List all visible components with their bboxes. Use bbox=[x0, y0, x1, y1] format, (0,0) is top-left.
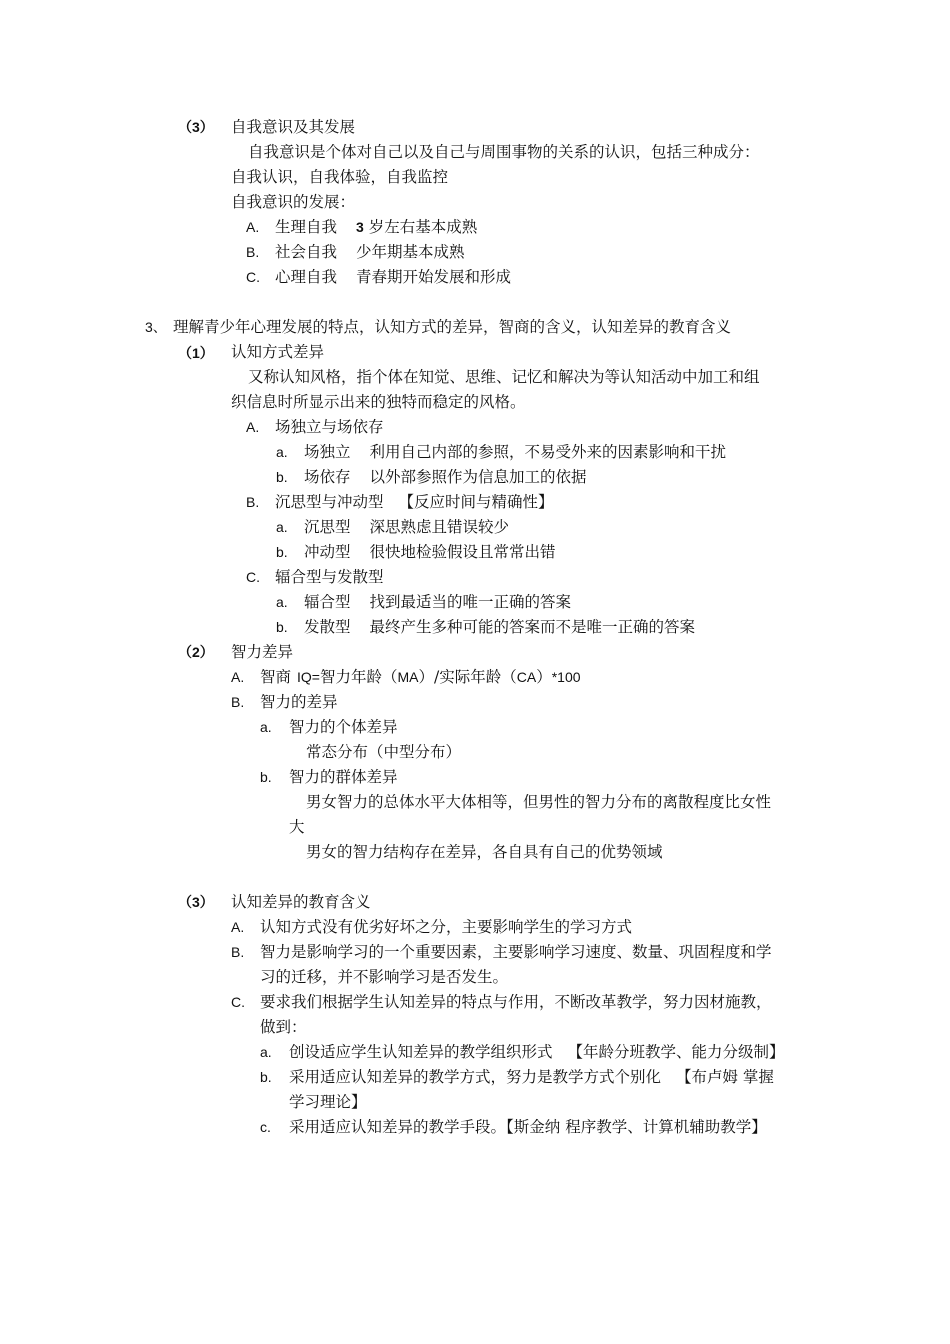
section-title: 认知差异的教育含义 bbox=[231, 893, 371, 911]
item-name: 场独立 bbox=[304, 443, 351, 461]
section-title: 自我意识及其发展 bbox=[231, 118, 356, 136]
sub-marker: b. bbox=[276, 469, 288, 485]
list-marker: A. bbox=[231, 669, 245, 685]
list-marker: A. bbox=[246, 219, 260, 235]
formula-part: ）/实际年龄（ bbox=[418, 668, 517, 686]
item-desc: 找到最适当的唯一正确的答案 bbox=[369, 593, 571, 611]
sub-item bbox=[304, 618, 695, 637]
item-desc: 很快地检验假设且常常出错 bbox=[369, 543, 556, 561]
item-desc: 最终产生多种可能的答案而不是唯一正确的答案 bbox=[369, 618, 695, 636]
sub-marker: b. bbox=[276, 544, 288, 560]
item-name: 冲动型 bbox=[304, 543, 351, 561]
sub-marker: a. bbox=[276, 519, 288, 535]
sub-item bbox=[304, 593, 571, 612]
item-desc: 岁左右基本成熟 bbox=[368, 218, 478, 236]
paragraph-line: 要求我们根据学生认知差异的特点与作用，不断改革教学，努力因材施教， bbox=[260, 993, 772, 1011]
item-desc: 深思熟虑且错误较少 bbox=[369, 518, 509, 536]
paragraph-line: 认知方式没有优劣好坏之分，主要影响学生的学习方式 bbox=[260, 918, 633, 936]
item-name: 发散型 bbox=[304, 618, 351, 636]
sub-marker: a. bbox=[260, 719, 272, 735]
list-marker: B. bbox=[246, 494, 260, 510]
sub-item bbox=[304, 443, 726, 462]
paragraph-line: 做到： bbox=[260, 1018, 307, 1036]
paragraph-line: 智力是影响学习的一个重要因素，主要影响学习速度、数量、巩固程度和学 bbox=[260, 943, 772, 961]
formula-part: 智力年龄（ bbox=[319, 668, 398, 686]
sub-marker: b. bbox=[260, 1069, 272, 1085]
formula-iq: IQ= bbox=[297, 669, 320, 685]
iq-formula bbox=[260, 668, 581, 687]
topic-title: 理解青少年心理发展的特点，认知方式的差异，智商的含义，认知差异的教育含义 bbox=[173, 318, 732, 336]
item-note: 【年龄分班教学、能力分级制】 bbox=[567, 1043, 785, 1061]
list-marker: A. bbox=[231, 919, 245, 935]
list-item-title: 辐合型与发散型 bbox=[275, 568, 384, 586]
paragraph-line: 习的迁移，并不影响学习是否发生。 bbox=[260, 968, 509, 986]
item-desc: 以外部参照作为信息加工的依据 bbox=[369, 468, 587, 486]
list-marker: B. bbox=[231, 694, 245, 710]
sub-marker: b. bbox=[260, 769, 272, 785]
section-number: （1） bbox=[178, 345, 214, 361]
list-marker: C. bbox=[246, 269, 260, 285]
item-title: 沉思型与冲动型 bbox=[275, 493, 384, 511]
list-item-title bbox=[275, 493, 553, 512]
sub-item bbox=[304, 543, 555, 562]
sub-item bbox=[289, 1068, 774, 1087]
sub-marker: b. bbox=[276, 619, 288, 635]
item-number: 3 bbox=[355, 219, 364, 235]
item-name: 沉思型 bbox=[304, 518, 351, 536]
paragraph-line: 织信息时所显示出来的独特而稳定的风格。 bbox=[231, 393, 526, 411]
sub-marker: a. bbox=[260, 1044, 272, 1060]
list-marker: C. bbox=[231, 994, 245, 1010]
list-item bbox=[275, 243, 464, 262]
sub-item bbox=[289, 1118, 767, 1137]
sub-item-title: 智力的个体差异 bbox=[289, 718, 398, 736]
sub-item bbox=[289, 1043, 784, 1062]
item-note: 【反应时间与精确性】 bbox=[398, 493, 554, 511]
item-name: 心理自我 bbox=[275, 268, 338, 286]
section-number: （2） bbox=[178, 644, 214, 660]
item-text: 采用适应认知差异的教学方式，努力是教学方式个别化 bbox=[289, 1068, 662, 1086]
formula-ma: MA bbox=[397, 669, 419, 685]
item-name: 社会自我 bbox=[275, 243, 338, 261]
paragraph-line: 学习理论】 bbox=[289, 1093, 367, 1111]
section-title: 认知方式差异 bbox=[231, 343, 325, 361]
section-title: 智力差异 bbox=[231, 643, 294, 661]
formula-prefix: 智商 bbox=[260, 668, 292, 686]
list-marker: C. bbox=[246, 569, 260, 585]
sub-item-title: 智力的群体差异 bbox=[289, 768, 398, 786]
paragraph-line: 又称认知风格，指个体在知觉、思维、记忆和解决为等认知活动中加工和组 bbox=[248, 368, 760, 386]
formula-multiplier: *100 bbox=[551, 669, 581, 685]
list-item bbox=[275, 268, 511, 287]
item-note: 【斯金纳 程序教学、计算机辅助教学】 bbox=[506, 1118, 767, 1136]
list-marker: B. bbox=[246, 244, 260, 260]
paragraph-line: 男女的智力结构存在差异，各自具有自己的优势领域 bbox=[306, 843, 663, 861]
item-name: 辐合型 bbox=[304, 593, 351, 611]
list-marker: B. bbox=[231, 944, 245, 960]
list-item-title: 场独立与场依存 bbox=[275, 418, 384, 436]
paragraph-line: 自我意识是个体对自己以及自己与周围事物的关系的认识，包括三种成分： bbox=[248, 143, 760, 161]
item-name: 场依存 bbox=[304, 468, 351, 486]
formula-ca: CA bbox=[516, 669, 537, 685]
list-item-title: 智力的差异 bbox=[260, 693, 338, 711]
formula-part: ） bbox=[536, 668, 552, 686]
paragraph-line: 大 bbox=[289, 818, 305, 836]
paragraph-line: 自我认识，自我体验，自我监控 bbox=[231, 168, 449, 186]
item-text: 采用适应认知差异的教学手段。 bbox=[289, 1118, 507, 1136]
sub-item bbox=[304, 518, 509, 537]
item-desc: 青春期开始发展和形成 bbox=[355, 268, 511, 286]
section-number: （3） bbox=[178, 119, 214, 135]
item-desc: 少年期基本成熟 bbox=[355, 243, 465, 261]
item-text: 创设适应学生认知差异的教学组织形式 bbox=[289, 1043, 553, 1061]
item-note: 【布卢姆 掌握 bbox=[675, 1068, 774, 1086]
paragraph-line: 男女智力的总体水平大体相等，但男性的智力分布的离散程度比女性 bbox=[306, 793, 772, 811]
sub-marker: c. bbox=[260, 1119, 271, 1135]
sub-item bbox=[304, 468, 586, 487]
paragraph-line: 自我意识的发展： bbox=[231, 193, 356, 211]
section-number: （3） bbox=[178, 894, 214, 910]
list-item bbox=[275, 218, 477, 237]
item-name: 生理自我 bbox=[275, 218, 338, 236]
sub-marker: a. bbox=[276, 444, 288, 460]
paragraph-line: 常态分布（中型分布） bbox=[306, 743, 462, 761]
item-desc: 利用自己内部的参照，不易受外来的因素影响和干扰 bbox=[369, 443, 726, 461]
topic-number: 3、 bbox=[145, 319, 167, 335]
sub-marker: a. bbox=[276, 594, 288, 610]
list-marker: A. bbox=[246, 419, 260, 435]
